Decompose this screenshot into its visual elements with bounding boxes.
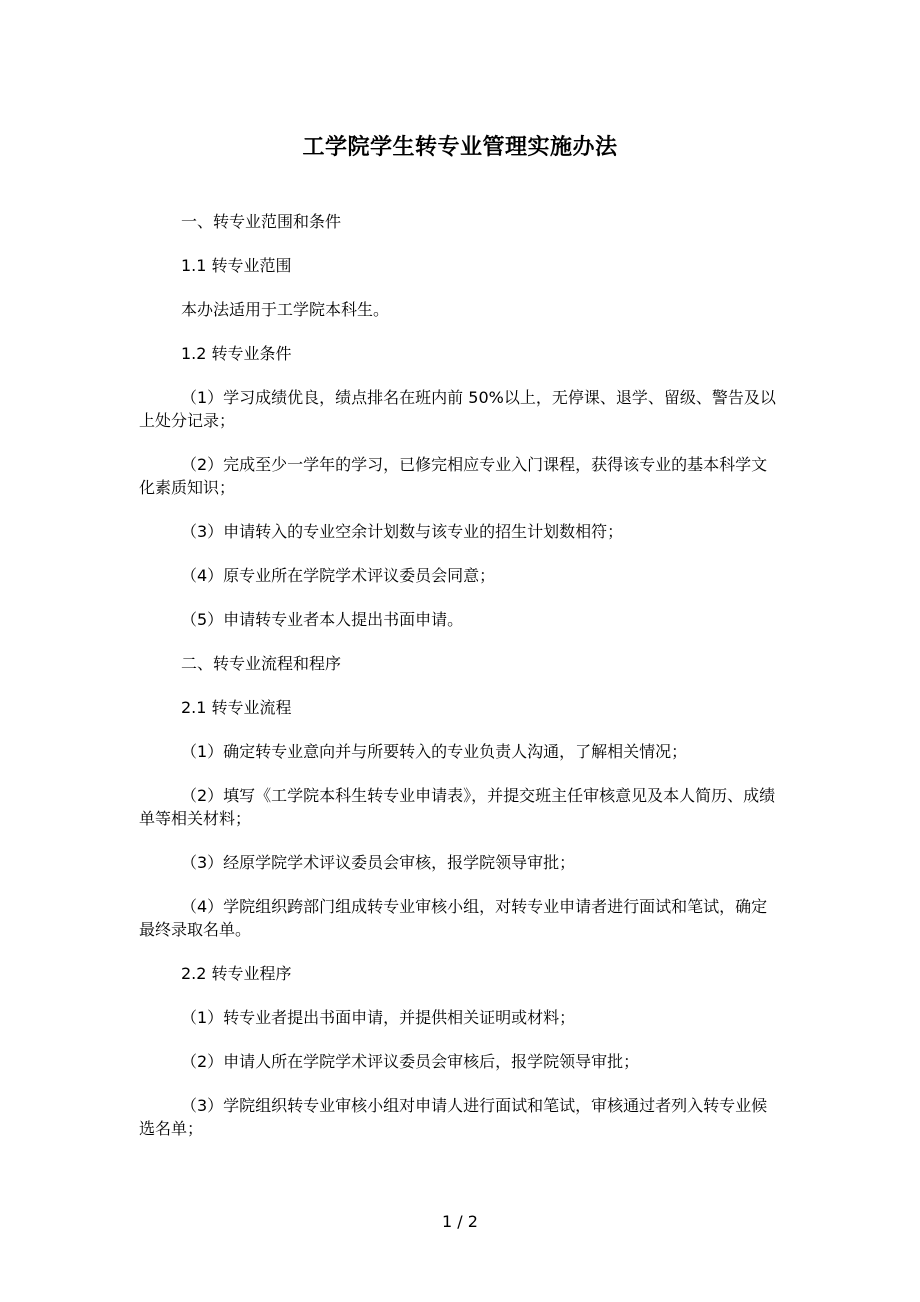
procedure-item-3: （3）学院组织转专业审核小组对申请人进行面试和笔试，审核通过者列入转专业候选名单； [139,1096,768,1138]
flow-item-3: （3）经原学院学术评议委员会审核，报学院领导审批； [181,853,576,872]
procedure-item-2: （2）申请人所在学院学术评议委员会审核后，报学院领导审批； [181,1052,640,1071]
document-body [139,210,799,1161]
flow-item-1: （1）确定转专业意向并与所要转入的专业负责人沟通，了解相关情况； [181,742,688,761]
condition-item-3: （3）申请转入的专业空余计划数与该专业的招生计划数相符； [181,522,624,541]
subsection-heading-1-1: 1.1 转专业范围 [181,256,292,275]
subsection-heading-2-1: 2.1 转专业流程 [181,698,292,717]
section-heading-1: 一、转专业范围和条件 [181,212,342,231]
flow-item-4: （4）学院组织跨部门组成转专业审核小组，对转专业申请者进行面试和笔试，确定最终录取名单。 [139,897,768,939]
document-title: 工学院学生转专业管理实施办法 [302,135,618,160]
condition-item-4: （4）原专业所在学院学术评议委员会同意； [181,566,496,585]
subsection-heading-1-2: 1.2 转专业条件 [181,344,292,363]
condition-item-2: （2）完成至少一学年的学习，已修完相应专业入门课程，获得该专业的基本科学文化素质知识； [139,455,768,497]
flow-item-2: （2）填写《工学院本科生转专业申请表》，并提交班主任审核意见及本人简历、成绩单等相关材料； [139,786,776,828]
paragraph-scope: 本办法适用于工学院本科生。 [181,300,390,319]
subsection-heading-2-2: 2.2 转专业程序 [181,964,292,983]
page-number: 1 / 2 [442,1212,478,1231]
section-heading-2: 二、转专业流程和程序 [181,654,342,673]
condition-item-1: （1）学习成绩优良，绩点排名在班内前 50%以上，无停课、退学、留级、警告及以上处分记录； [139,388,776,430]
procedure-item-1: （1）转专业者提出书面申请，并提供相关证明或材料； [181,1008,576,1027]
condition-item-5: （5）申请转专业者本人提出书面申请。 [181,610,464,629]
